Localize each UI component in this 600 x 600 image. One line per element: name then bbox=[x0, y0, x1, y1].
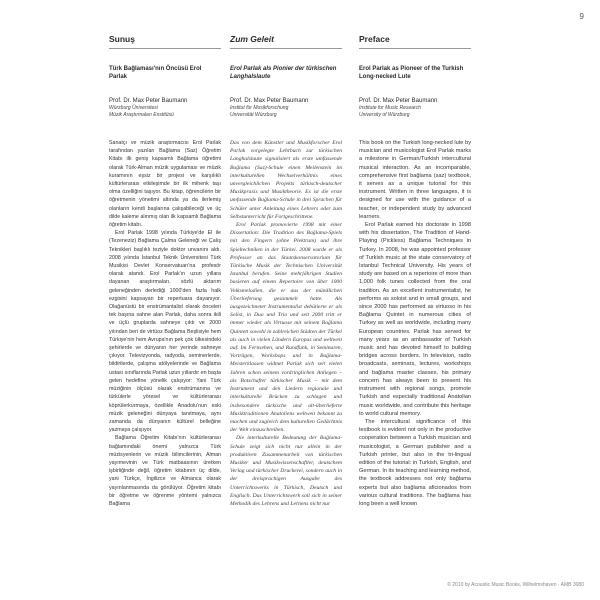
author-name: Prof. Dr. Max Peter Baumann bbox=[109, 98, 188, 104]
column-heading: Sunuş bbox=[109, 34, 221, 49]
author-affiliation: Institute for Music Research University of Würzburg bbox=[359, 105, 421, 118]
author-affiliation: Institut für Musikforschung Universität Würzburg bbox=[230, 105, 289, 118]
paragraph: Sanatçı ve müzik araştırmacısı Erol Parlak tarafından yazılan Bağlama (Saz) Öğretim Kitabı ilk geniş kapsamlı Bağlama öğretimi olarak Türk-Alman müzik uygulaması ve müzik kuramının eşsiz bir projesi ve karşılıklı kültürlerarası etkileşimde bir ilk mihenk taşı olma özelliğini taşıyor. Bu kitap, öğrencilerin bir öğretmenin yönetimi altında ya da ilerlemiş olanların kendi başlarına çalışabileceği ve üç dilde kaleme alınmış olan ilk kapsamlı Bağlama öğretim kitabı. bbox=[109, 140, 221, 229]
column-english bbox=[359, 34, 471, 508]
copyright-footer: © 2010 by Acoustic Music Books, Wilhelmshaven · AMB 3080 bbox=[447, 582, 584, 588]
paragraph: Die interkulturelle Bedeutung der Bağlama-Schule zeigt sich nicht nur allein in der produktiven Zusammenarbeit von türkischen Musiker und Musikwissenschaftler, deutschem Verlag und türkischer Druckerei, sondern auch in der dreisprachigen Ausgabe des Unterrichtswerks in Türkisch, Deutsch und Englisch. Das Unterrichtswerk soll sich in seiner Methodik des Lehrens und Lernens nicht nur bbox=[230, 435, 342, 507]
article-subtitle: Erol Parlak als Pionier der türkischen Langhalslaute bbox=[230, 66, 337, 80]
article-subtitle: Türk Bağlaması'nın Öncüsü Erol Parlak bbox=[109, 66, 202, 80]
author-name: Prof. Dr. Max Peter Baumann bbox=[359, 98, 438, 104]
paragraph: Das von dem Künstler und Musikforscher Erol Parlak vorgelegte Lehrbuch zur türkischen Langhalslaute signalisiert als erste umfassende Bağlama (Saz)-Schule einen Meilenstein im interkulturellen Wechselverhältnis eines unvergleichlichen Projekts türkisch-deutscher Musikpraxis und Musiktheorie. Es ist die erste umfassende Bağlama-Schule in drei Sprachen für Schüler unter Anleitung eines Lehrers oder zum Selbstunterricht für Fortgeschrittene. bbox=[230, 140, 342, 220]
body-text bbox=[230, 139, 342, 508]
author-affiliation: Würzburg Üniversitesi Müzik Araştırmaları Enstitüsü bbox=[109, 105, 174, 118]
body-text bbox=[359, 139, 471, 508]
paragraph: Erol Parlak promovierte 1998 mit einer Dissertation: Die Tradition des Bağlama-Spiels mit den Fingern (ohne Plektrum) und ihre Spieltechniken in der Türkei. 2008 wurde er als Professor an das Staatskonservatorium für Türkische Musik der Technischen Universität Istanbul berufen. Seine mehrjährigen Studien basieren auf einem Repertoire von über 1000 Volksmelodien, die er aus der mündlichen Überlieferung gesammelt hatte. Als ausgezeichneter Instrumentalist debütierte er als Solist, in Duo und Trio und seit 2000 tritt er immer wieder als Virtuose mit seinem Bağlama Quintett sowohl in zahlreichen Städten der Türkei als auch in vielen Ländern Europas und weltweit auf. Im Fernsehen, und Rundfunk, in Seminaren, Vorträgen, Workshops und in Bağlama-Meisterklassen widmet Parlak sich seit vielen Jahren schon seinem vordringlichen Anliegen – als Botschafter türkischer Musik – mit dem Instrument und den Liedern regionale und interkulturelle Brücken zu schlagen und insbesondere türkische und alt-überlieferte Musiktraditionen Anatoliens weltweit bekannt zu machen und zugleich dem kulturellen Gedächtnis der Welt einzuschreiben. bbox=[230, 222, 342, 434]
column-turkish bbox=[109, 34, 221, 508]
paragraph: The intercultural significance of this textbook is evident not only in the productive cooperation between a Turkish musician and musicologist, a German publisher and a Turkish printer, but also in the tri-lingual edition of the tutorial: in Turkish, English, and German. In its teaching and learning method, the textbook addresses not only bağlama experts but also bağlama aficionados from various cultural traditions. The bağlama has long been a well known bbox=[359, 418, 471, 507]
paragraph: Erol Parlak 1998 yılında Türkiye'de El ile (Tezeneziz) Bağlama Çalma Geleneği ve Çalış Teknikleri başlıklı teziyle doktor unvanını aldı. 2008 yılında İstanbul Teknik Üniversitesi Türk Musikisi Devlet Konservatuarı'na profesör olarak atandı. Erol Parlak'ın uzun yıllara dayanan araştırmaları, sözlü aktarım geleneğinden derlediği 1000'den fazla halk ezgisini kapsayan bir repertuara dayanıyor. Olağanüstü bir enstrümantalist olarak önceleri tek başına sahne alan Parlak, daha sonra ikili ve üçlü gruplarda sahneye çıktı ve 2000 yılından beri de virtüoz Bağlama Beşlisiyle hem Türkiye'nin hem Avrupa'nın pek çok ülkesindeki şehirlerde ve dünyanın her yerinde sahneye çıkıyor. Televizyonda, radyoda, seminerlerde, bildirilerde, çalışma atölyelerinde ve Bağlama ustası sınıflarında Parlak uzun yıllardır en başta gelen hedefine yönelik çalışıyor: Yani Türk müziğinin ölçüsü olarak enstrümanına ve türkülerle yöresel ve kültürlerarası köprülerkurmaya, özellikle Anadolu'nun eski müzik geleneğini dünyaya tanıtmaya, aynı zamanda da dünyanın kültürel belleğine yazmaya çalışıyor. bbox=[109, 230, 221, 434]
article-subtitle: Erol Parlak as Pioneer of the Turkish Long-necked Lute bbox=[359, 66, 464, 80]
body-text bbox=[109, 139, 221, 508]
column-heading: Preface bbox=[359, 34, 471, 49]
author-name: Prof. Dr. Max Peter Baumann bbox=[230, 98, 309, 104]
paragraph: Bağlama Öğretim Kitabı'nın kültürlerarası bağlamındaki önemi yalnızca Türk müzisyenlerin ve müzik bilimcilerinin, Alman yayımevinin ve Türk matbaasının üretken işbirliğinde değil, öğretim kitabının üç dilde, yani Türkçe, İngilizce ve Almanca olarak yayınlanmasında da görülüyor. Öğretim kitabı bir öğretme ve öğrenme yöntemi yalnızca Bağlama bbox=[109, 435, 221, 507]
paragraph: Erol Parlak earned his doctorate in 1998 with his dissertation, The Tradition of Hand-Playing (Pickless) Bağlama Techniques in Turkey. In 2008, he was appointed professor of Turkish music at the state conservatory of Istanbul Technical University. His years of study are based on a repertoire of more than 1,000 folk tunes collected from the oral tradition. As an excellent instrumentalist, he performs as soloist and in small groups, and since 2000 has performed as virtuoso in his Bağlama Quintet in numerous cities of Turkey as well as worldwide, including many European countries. Parlak has served for many years as an ambassador of Turkish music and has devoted himself to building bridges across borders. In television, radio broadcasts, seminars, lectures, workshops and bağlama master classes, his primary concern has always been to present his instrument with regional songs, promote Turkish and especially traditional Anatolian music worldwide, and contribute this heritage to world cultural memory. bbox=[359, 222, 471, 417]
page-number: 9 bbox=[579, 12, 584, 21]
column-heading: Zum Geleit bbox=[230, 34, 342, 49]
column-german bbox=[230, 34, 342, 508]
paragraph: This book on the Turkish long-necked lute by musician and musicologist Erol Parlak marks a milestone in German/Turkish intercultural musical interaction. As an incomparable, comprehensive first bağlama (saz) textbook, it serves as a unique tutorial for this instrument. Written in three languages, it is designed for use with the guidance of a teacher, or independent study by advanced learners. bbox=[359, 140, 471, 220]
